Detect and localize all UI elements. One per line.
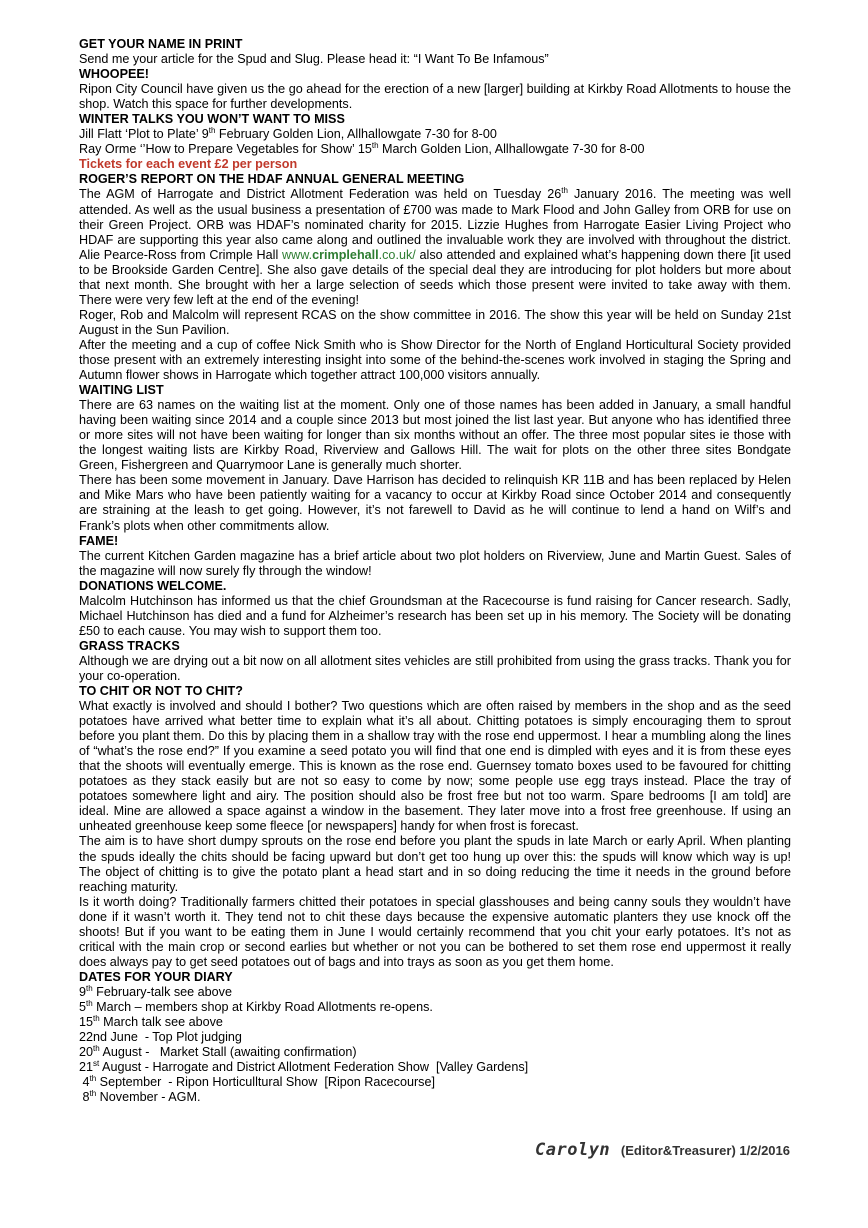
crimple-hall-link[interactable]: www.crimplehall.co.uk/ <box>282 247 416 262</box>
para-whoopee: Ripon City Council have given us the go ahead for the erection of a new [larger] building at Kirkby Road Allotments to house the shop. Watch this space for further developments. <box>79 82 791 112</box>
diary-item: 20th August - Market Stall (awaiting confirmation) <box>79 1043 357 1060</box>
diary-item: 4th September - Ripon Horticulltural Show [Ripon Racecourse] <box>79 1074 435 1090</box>
diary-list <box>79 985 791 1105</box>
para-nick-smith: After the meeting and a cup of coffee Nick Smith who is Show Director for the North of England Horticultural Society provided those present with an extremely interesting insight into some of the behind-the-scenes work involved in staging the Spring and Autumn flower shows in Harrogate which together attract 100,000 visitors annually. <box>79 337 791 383</box>
heading-rogers-report: ROGER’S REPORT ON THE HDAF ANNUAL GENERAL MEETING <box>79 172 465 187</box>
para-waiting-list-1: There are 63 names on the waiting list at the moment. Only one of those names has been added in January, a small handful having been waiting since 2014 and a couple since 2013 but most joined the list last year. But anyone who has identified three or more sites will not have been waiting for longer than six months without an offer. The three most popular sites ie those with the longest waiting lists are Kirkby Road, Riverview and Gallows Hill. The wait for plots on the other three sites Bondgate Green, Fishergreen and Quarrymoor Lane is generally much shorter. <box>79 398 791 473</box>
para-grass-tracks: Although we are drying out a bit now on all allotment sites vehicles are still prohibited from using the grass tracks. Thank you for your co-operation. <box>79 653 791 683</box>
heading-donations: DONATIONS WELCOME. <box>79 578 227 593</box>
heading-winter-talks: WINTER TALKS YOU WON’T WANT TO MISS <box>79 112 345 127</box>
para-donations: Malcolm Hutchinson has informed us that the chief Groundsman at the Racecourse is fund raising for Cancer research. Sadly, Michael Hutchinson has died and a fund for Alzheimer’s research has been set up in his memory. The Society will be donating £50 to each cause. You may wish to support them too. <box>79 593 791 638</box>
talk-line-2: Ray Orme ‘’How to Prepare Vegetables for Show’ 15th March Golden Lion, Allhallowgate 7-30 for 8-00 <box>79 141 645 157</box>
para-show-committee: Roger, Rob and Malcolm will represent RCAS on the show committee in 2016. The show this year will be held on Sunday 21st August in the Sun Pavilion. <box>79 307 791 337</box>
para-chit-2: The aim is to have short dumpy sprouts on the rose end before you plant the spuds in late March or early April. When planting the spuds ideally the chits should be facing upward but don’t get too hung up over this: the spuds will know which way is up! The object of chitting is to give the potato plant a head start and in so doing reducing the time it needs in the ground before reaching maturity. <box>79 834 791 894</box>
diary-item: 8th November - AGM. <box>79 1089 201 1105</box>
heading-whoopee: WHOOPEE! <box>79 67 149 82</box>
heading-waiting-list: WAITING LIST <box>79 383 164 398</box>
para-chit-3: Is it worth doing? Traditionally farmers chitted their potatoes in special glasshouses and being canny souls they wouldn’t have done if it wasn’t worth it. They tend not to chit these days because the expensive automatic planters they use knock off the shoots! But if you want to be eating them in June I would certainly recommend that you chit your early potatoes. It’s not as critical with the main crop or second earlies but whether or not you can be bothered to set them rose end uppermost it really does always pay to get seed potatoes out of bags and into trays as soon as you get them home. <box>79 894 791 969</box>
talk-line-1: Jill Flatt ‘Plot to Plate’ 9th February Golden Lion, Allhallowgate 7-30 for 8-00 <box>79 126 497 142</box>
para-waiting-list-2: There has been some movement in January. Dave Harrison has decided to relinquish KR 11B and has been replaced by Helen and Mike Mars who have been patiently waiting for a vacancy to occur at Kirkby Road since October 2014 and consequently are straining at the leash to get going. However, it’s not farewell to David as he will continue to lend a hand on Wilf’s and Frank’s plots when other commitments allow. <box>79 473 791 533</box>
diary-item: 5th March – members shop at Kirkby Road Allotments re-opens. <box>79 998 433 1014</box>
para-chit-1: What exactly is involved and should I bother? Two questions which are often raised by members in the shop and as the seed potatoes have arrived what better time to explain what it’s all about. Chitting potatoes is simply encouraging them to sprout before you plant them. Do this by placing them in a shallow tray with the rose end uppermost. I hear a mumbling along the lines of “what’s the rose end?” If you examine a seed potato you will find that one end is dimpled with eyes and it is from these eyes that the shoots will eventually emerge. This is known as the rose end. Guernsey tomato boxes used to be favoured for chitting potatoes as they stack easily but are not so easy to come by now; some people use egg trays instead. Place the tray of potatoes somewhere light and airy. The position should also be frost free but not too warm. Spare bedrooms [I am told] are ideal. Mine are allowed a space against a window in the basement. They later move into a frost free greenhouse. If using an unheated greenhouse keep some fleece [or newspapers] handy for when frost is forecast. <box>79 699 791 834</box>
editor-role-date: (Editor&Treasurer) 1/2/2016 <box>620 1143 790 1158</box>
diary-item: 21st August - Harrogate and District Allotment Federation Show [Valley Gardens] <box>79 1059 529 1075</box>
newsletter-page <box>79 37 791 1105</box>
heading-grass-tracks: GRASS TRACKS <box>79 638 180 653</box>
diary-item: 15th March talk see above <box>79 1013 223 1030</box>
heading-chit: TO CHIT OR NOT TO CHIT? <box>79 684 243 699</box>
para-agm: The AGM of Harrogate and District Allotment Federation was held on Tuesday 26th January 2016. The meeting was well attended. As well as the usual business a presentation of £700 was made to Mark Flood and John Galley from ORB for use on their Green Project. ORB was HDAF’s nominated charity for 2015. Lizzie Hughes from Harrogate Easier Living Project who HDAF are supporting this year also came along and outlined the invaluable work they are involved with throughout the district. Alie Pearce-Ross from Crimple Hall www.crimplehall.co.uk/ also attended and explained what’s happening down there [it used to be Brookside Garden Centre]. She also gave details of the special deal they are introducing for plot holders but more about that next month. She brought with her a large selection of seeds which those present were invited to take away with them. There were very few left at the end of the evening! <box>79 186 791 307</box>
diary-item: 22nd June - Top Plot judging <box>79 1030 242 1045</box>
para-name-in-print: Send me your article for the Spud and Slug. Please head it: “I Want To Be Infamous” <box>79 52 549 67</box>
diary-item: 9th February-talk see above <box>79 983 232 999</box>
heading-name-in-print: GET YOUR NAME IN PRINT <box>79 37 243 51</box>
editor-signature <box>535 1140 790 1160</box>
para-fame: The current Kitchen Garden magazine has a brief article about two plot holders on Riverview, June and Martin Guest. Sales of the magazine will now surely fly through the window! <box>79 548 791 578</box>
heading-diary: DATES FOR YOUR DIARY <box>79 969 233 984</box>
heading-fame: FAME! <box>79 533 119 548</box>
editor-name: Carolyn <box>535 1140 611 1160</box>
tickets-notice: Tickets for each event £2 per person <box>79 157 298 172</box>
